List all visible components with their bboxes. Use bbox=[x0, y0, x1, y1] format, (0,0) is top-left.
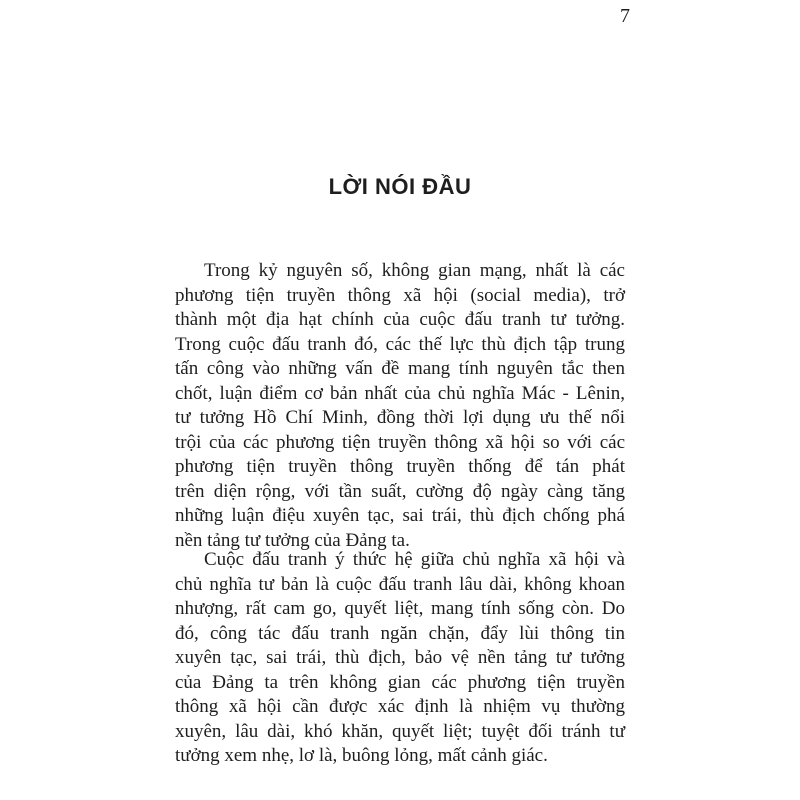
paragraph-2 bbox=[175, 548, 625, 769]
paragraph-line: đó, công tác đấu tranh ngăn chặn, đẩy lùi thông tin bbox=[175, 622, 625, 644]
paragraph-line: trên diện rộng, với tần suất, cường độ ngày càng tăng bbox=[175, 480, 625, 502]
paragraph-line: nền tảng tư tưởng của Đảng ta. bbox=[175, 529, 410, 551]
page-title: LỜI NÓI ĐẦU bbox=[328, 174, 472, 199]
paragraph-line: chốt, luận điểm cơ bản nhất của chủ nghĩa Mác - Lênin, bbox=[175, 382, 625, 404]
paragraph-line: xuyên, lâu dài, khó khăn, quyết liệt; tuyệt đối tránh tư bbox=[175, 720, 625, 742]
paragraph-1 bbox=[175, 259, 625, 553]
paragraph-line: tấn công vào những vấn đề mang tính nguyên tắc then bbox=[175, 358, 625, 379]
paragraph-line: thông xã hội cần được xác định là nhiệm vụ thường bbox=[175, 696, 625, 717]
paragraph-line: tưởng xem nhẹ, lơ là, buông lỏng, mất cảnh giác. bbox=[175, 745, 548, 766]
paragraph-line: Trong cuộc đấu tranh đó, các thế lực thù địch tập trung bbox=[175, 333, 625, 355]
paragraph-line: phương tiện truyền thông truyền thống để tán phát bbox=[175, 456, 625, 477]
paragraph-line: Trong kỷ nguyên số, không gian mạng, nhất là các bbox=[204, 260, 625, 281]
paragraph-line: những luận điệu xuyên tạc, sai trái, thù địch chống phá bbox=[175, 505, 625, 526]
paragraph-line: nhượng, rất cam go, quyết liệt, mang tính sống còn. Do bbox=[175, 598, 625, 619]
paragraph-line: xuyên tạc, sai trái, thù địch, bảo vệ nền tảng tư tưởng bbox=[175, 647, 625, 668]
page-number: 7 bbox=[620, 5, 630, 27]
paragraph-line: thành một địa hạt chính của cuộc đấu tranh tư tưởng. bbox=[175, 309, 625, 330]
paragraph-line: phương tiện truyền thông xã hội (social media), trở bbox=[175, 284, 625, 306]
paragraph-line: trội của các phương tiện truyền thông xã hội so với các bbox=[175, 431, 625, 453]
paragraph-line: chủ nghĩa tư bản là cuộc đấu tranh lâu dài, không khoan bbox=[175, 573, 625, 595]
paragraph-line: Cuộc đấu tranh ý thức hệ giữa chủ nghĩa xã hội và bbox=[204, 549, 625, 570]
paragraph-line: của Đảng ta trên không gian các phương tiện truyền bbox=[175, 671, 625, 693]
paragraph-line: tư tưởng Hồ Chí Minh, đồng thời lợi dụng ưu thế nổi bbox=[175, 407, 625, 428]
